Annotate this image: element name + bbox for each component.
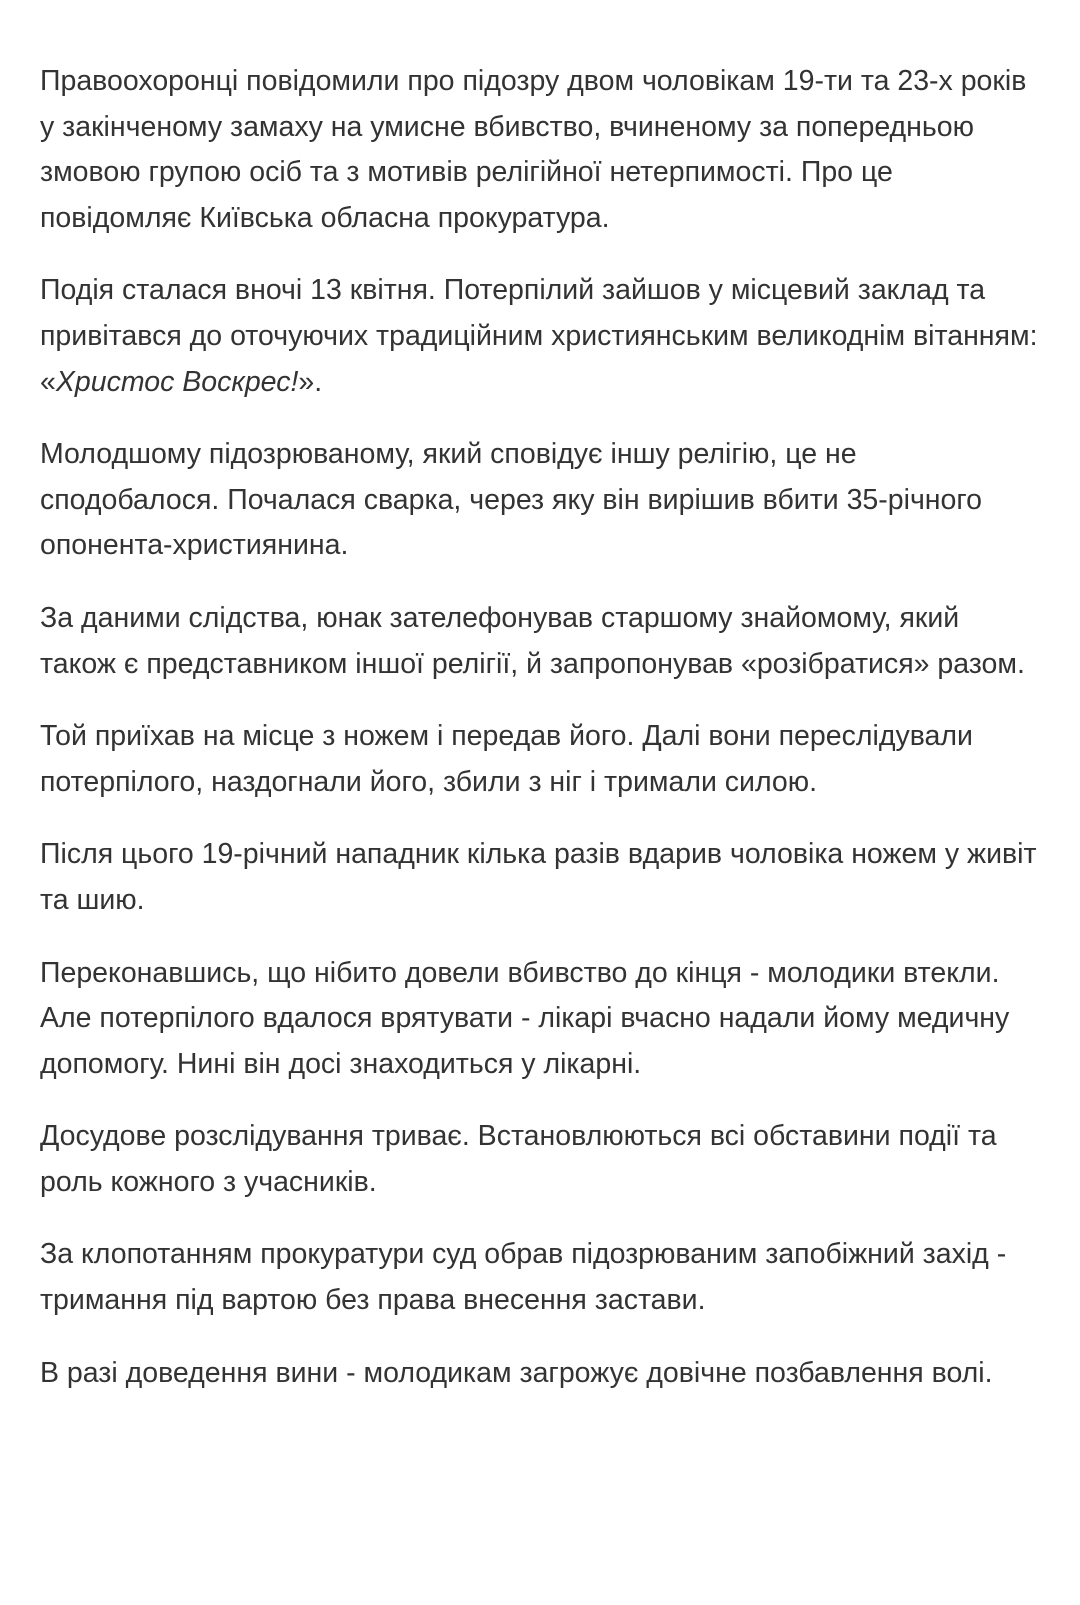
paragraph-event bbox=[40, 268, 1040, 405]
paragraph-investigation: За даними слідства, юнак зателефонував старшому знайомому, який також є представником іншої релігії, й запропонував «розібратися» разом. bbox=[40, 601, 1025, 680]
paragraph-event-end: ». bbox=[298, 365, 323, 398]
paragraph-pretrial: Досудове розслідування триває. Встановлюються всі обставини події та роль кожного з учасників. bbox=[40, 1120, 997, 1198]
paragraph-knife: Той приїхав на місце з ножем і передав його. Далі вони переслідували потерпілого, наздогнали його, збили з ніг і тримали силою. bbox=[40, 720, 973, 798]
easter-greeting: Христос Воскрес! bbox=[55, 365, 299, 398]
paragraph-escape: Переконавшись, що нібито довели вбивство до кінця - молодики втекли. Але потерпілого вдалося врятувати - лікарі вчасно надали йому медичну допомогу. Нині він досі знаходиться у лікарні. bbox=[40, 956, 1010, 1080]
paragraph-court: За клопотанням прокуратури суд обрав підозрюваним запобіжний захід - тримання під вартою без права внесення застави. bbox=[40, 1238, 1007, 1317]
paragraph-event-text: Подія сталася вночі 13 квітня. Потерпілий зайшов у місцевий заклад та привітався до оточуючих традиційним християнським великоднім вітанням: « bbox=[40, 274, 1038, 398]
paragraph-quarrel: Молодшому підозрюваному, який сповідує іншу релігію, це не сподобалося. Почалася сварка, через яку він вирішив вбити 35-річного опонента-християнина. bbox=[40, 438, 983, 562]
paragraph-attack: Після цього 19-річний нападник кілька разів вдарив чоловіка ножем у живіт та шию. bbox=[40, 838, 1037, 916]
paragraph-suspicion: Правоохоронці повідомили про підозру двом чоловікам 19-ти та 23-х років у закінченому замаху на умисне вбивство, вчиненому за попередньою змовою групою осіб та з мотивів релігійної нетерпимості. Про це повідомляє Київська обласна прокуратура. bbox=[40, 65, 1027, 234]
paragraph-penalty: В разі доведення вини - молодикам загрожує довічне позбавлення волі. bbox=[40, 1356, 993, 1389]
article-body bbox=[40, 59, 1040, 1396]
